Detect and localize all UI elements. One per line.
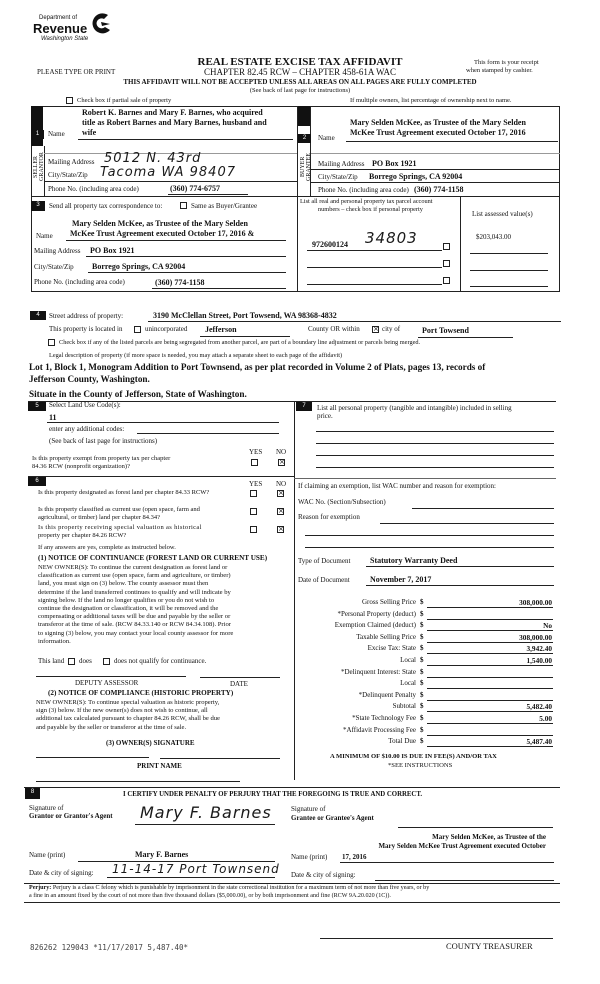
amount-label: Total Due (388, 737, 416, 746)
personal-property-checkbox[interactable] (443, 243, 450, 250)
amount-label: Local (400, 679, 416, 688)
forest-land-question: Is this property designated as forest land per chapter 84.33 RCW? (38, 489, 210, 496)
city-field[interactable]: Port Towsend (422, 326, 469, 335)
street-address-label: Street address of property: (49, 312, 124, 320)
notice-compliance-text (36, 699, 220, 732)
historical-question: Is this property receiving special valuation as historical (38, 524, 202, 531)
current-use-yes-checkbox[interactable] (250, 508, 257, 515)
reason-label: Reason for exemption (298, 513, 360, 521)
partial-sale-checkbox[interactable] (66, 97, 73, 104)
current-use-no-checkbox[interactable]: × (278, 507, 284, 515)
seller-name-line: Robert K. Barnes and Mary F. Barnes, who acquired (82, 108, 263, 117)
section-2-number: 2 (298, 134, 311, 143)
personal-property-label: List all personal property (tangible and intangible) included in selling (317, 404, 512, 412)
notice-continuance-title: (1) NOTICE OF CONTINUANCE (FOREST LAND OR CURRENT USE) (38, 554, 268, 562)
dollar-sign: $ (420, 644, 424, 653)
grantor-name-print-label: Name (print) (29, 851, 66, 859)
personal-property-label-2: price. (317, 412, 333, 420)
exempt-question: Is this property exempt from property tax per chapter (32, 455, 171, 462)
dollar-sign: $ (420, 714, 424, 722)
amount-label: *Delinquent Penalty (358, 690, 416, 699)
corr-city-label: City/State/Zip (34, 263, 74, 271)
notice-line: sign (3) below. If the new owner(s) does not wish to continue, all (36, 707, 208, 715)
located-label: This property is located in (49, 325, 123, 333)
qualifies-checkbox[interactable] (68, 658, 75, 665)
buyer-mailing-field[interactable]: PO Box 1921 (372, 159, 417, 168)
notice-line: additional tax calculated pursuant to chapter 84.26 RCW, shall be due (36, 715, 220, 723)
amount-label: *Personal Property (deduct) (337, 609, 416, 618)
please-type: PLEASE TYPE OR PRINT (37, 68, 116, 76)
section-5-number: 5 (28, 402, 46, 411)
doc-type-label: Type of Document (298, 557, 351, 565)
legal-description-line[interactable]: Lot 1, Block 1, Monogram Addition to Port Townsend, as per plat recorded in Volume 2 of Plats, pages 13, records of (29, 362, 486, 372)
receipt-note-2: when stamped by cashier. (466, 67, 533, 74)
street-address-field[interactable]: 3190 McClellan Street, Port Towsend, WA 98368-4832 (153, 311, 337, 320)
grantor-name-field[interactable]: Mary F. Barnes (135, 850, 189, 859)
grantee-agent-label: Grantee or Grantee's Agent (291, 814, 374, 822)
dollar-sign: $ (420, 598, 424, 606)
land-use-label: Select Land Use Code(s): (49, 401, 121, 409)
print-name-label: PRINT NAME (137, 762, 182, 770)
does-label: does (79, 657, 92, 665)
section-7-number: 7 (296, 402, 312, 411)
exemption-label: If claiming an exemption, list WAC number and reason for exemption: (298, 482, 496, 490)
seller-mailing-field[interactable]: 5012 N. 43rd (104, 151, 202, 166)
if-yes-note: If any answers are yes, complete as instructed below. (38, 544, 176, 551)
notice-line: land, you must sign on (3) below. The county assessor must then (38, 580, 209, 588)
grantee-name-line: Mary Selden McKee, as Trustee of the (432, 833, 546, 841)
dor-logo (33, 12, 118, 52)
amount-label: Gross Selling Price (361, 598, 416, 606)
amount-label: Subtotal (392, 702, 416, 711)
city-of-label: city of (382, 325, 401, 333)
wac-label: WAC No. (Section/Subsection) (298, 498, 386, 506)
buyer-name-line: Mary Selden McKee, as Trustee of the Mary Selden (350, 118, 526, 127)
segregated-checkbox[interactable] (48, 339, 55, 346)
amount-field[interactable]: No (543, 621, 552, 631)
see-instructions: *SEE INSTRUCTIONS (388, 762, 453, 769)
notice-line: information. (38, 637, 71, 645)
notice-line: continue the designation or classification, it will be removed and the (38, 605, 219, 613)
dollar-sign: $ (420, 679, 424, 688)
notice-line: NEW OWNER(S): To continue the current designation as forest land or (38, 564, 228, 571)
buyer-name[interactable] (350, 118, 526, 138)
unincorporated-label: unincorporated (145, 325, 188, 333)
seller-phone-field[interactable]: (360) 774-6757 (170, 184, 220, 193)
county-or-label: County OR within (308, 325, 360, 333)
section-8-number: 8 (25, 788, 40, 799)
amount-field[interactable]: 3,942.40 (526, 644, 552, 654)
section-6-number: 6 (28, 477, 46, 486)
owner-signature-label: (3) OWNER(S) SIGNATURE (106, 739, 195, 747)
yes-header: YES (249, 480, 263, 488)
corr-mailing-field[interactable]: PO Box 1921 (90, 246, 135, 255)
parcel-number-field[interactable]: 972600124 (312, 240, 348, 249)
dollar-sign: $ (420, 656, 424, 664)
seller-name-label: Name (48, 130, 65, 138)
buyer-phone-field[interactable]: (360) 774-1158 (414, 185, 464, 194)
grantor-sig-label: Signature of (29, 804, 64, 812)
amount-field[interactable]: 5.00 (539, 714, 552, 723)
parcel-handwritten-note: 34803 (365, 229, 418, 247)
logo-swirl-icon (88, 12, 114, 36)
forest-yes-checkbox[interactable] (250, 490, 257, 497)
treasurer-stamp: 826262 129043 *11/17/2017 5,487.40* (30, 943, 189, 952)
corr-mailing-label: Mailing Address (34, 247, 81, 255)
seller-phone-label: Phone No. (including area code) (48, 185, 139, 193)
historical-question-2: property per chapter 84.26 RCW? (38, 532, 127, 539)
personal-property-checkbox[interactable] (443, 277, 450, 284)
dollar-sign: $ (420, 725, 424, 734)
grantee-sig-label: Signature of (291, 805, 326, 813)
legal-description-line[interactable]: Jefferson County, Washington. (29, 374, 150, 384)
certify-statement: I CERTIFY UNDER PENALTY OF PERJURY THAT THE FOREGOING IS TRUE AND CORRECT. (123, 791, 423, 798)
dollar-sign: $ (420, 609, 424, 618)
amount-label: Exemption Claimed (deduct) (334, 621, 416, 630)
land-use-see-back: (See back of last page for instructions) (49, 437, 158, 445)
corr-phone-label: Phone No. (including area code) (34, 278, 125, 286)
exempt-question-2: 84.36 RCW (nonprofit organization)? (32, 463, 130, 470)
dollar-sign: $ (420, 667, 424, 676)
notice-compliance-title: (2) NOTICE OF COMPLIANCE (HISTORIC PROPERTY) (48, 689, 234, 697)
grantee-name-line: Mary Selden McKee Trust Agreement executed October (378, 842, 546, 850)
section-3-number: 3 (31, 201, 45, 211)
same-as-buyer-checkbox[interactable] (180, 202, 187, 209)
buyer-city-label: City/State/Zip (318, 173, 358, 181)
amount-label: Local (400, 656, 416, 664)
legal-description-label: Legal description of property (if more space is needed, you may attach a separate sheet to each page of the affidavit) (49, 352, 343, 359)
notice-line: determine if the land transferred continues to qualify and will indicate by (38, 588, 231, 596)
amount-field[interactable]: 5,482.40 (526, 702, 552, 712)
chapter-line: CHAPTER 82.45 RCW – CHAPTER 458-61A WAC (204, 67, 396, 77)
buyer-grantee-label: BUYER GRANTEE (300, 153, 312, 181)
partial-sale-label: Check box if partial sale of property (77, 97, 172, 104)
perjury-label: Perjury: (29, 885, 52, 891)
additional-codes-label: enter any additional codes: (49, 425, 125, 433)
deputy-assessor-label: DEPUTY ASSESSOR (75, 679, 139, 687)
amount-field[interactable]: 308,000.00 (519, 598, 552, 607)
seller-city-field[interactable]: Tacoma WA 98407 (100, 165, 236, 180)
notice-line: NEW OWNER(S): To continue special valuation as historic property, (36, 699, 220, 706)
grantee-name-print-label: Name (print) (291, 853, 328, 861)
corr-city-field[interactable]: Borrego Springs, CA 92004 (92, 262, 186, 271)
forest-no-checkbox[interactable]: × (278, 489, 284, 497)
within-city-checkbox[interactable]: × (373, 325, 379, 333)
multiple-owners-note: If multiple owners, list percentage of ownership next to name. (350, 97, 512, 104)
grantor-date-city-field[interactable]: 11-14-17 Port Townsend (112, 862, 280, 876)
grantor-date-city-label: Date & city of signing: (29, 869, 94, 877)
no-header: NO (276, 448, 287, 456)
historical-no-checkbox[interactable]: × (278, 525, 284, 533)
dollar-sign: $ (420, 690, 424, 699)
amount-field[interactable]: 5,487.40 (526, 737, 552, 747)
buyer-mailing-label: Mailing Address (318, 160, 365, 168)
seller-name[interactable] (82, 108, 267, 138)
county-treasurer-label: COUNTY TREASURER (446, 941, 533, 951)
notice-continuance-text (38, 564, 233, 646)
no-header: NO (276, 480, 287, 488)
date-label: DATE (230, 680, 248, 688)
notice-line: signing below. If the land no longer qualifies or you do not wish to (38, 596, 215, 604)
assessed-header: List assessed value(s) (472, 210, 533, 218)
county-field[interactable]: Jefferson (205, 325, 237, 334)
form-title: REAL ESTATE EXCISE TAX AFFIDAVIT (197, 56, 403, 68)
exempt-no-checkbox[interactable]: × (279, 458, 285, 466)
notice-line: and payable by the seller or transferor at the time of sale. (36, 723, 187, 731)
dollar-sign: $ (420, 621, 424, 630)
situate-line: Situate in the County of Jefferson, State of Washington. (29, 389, 247, 399)
dollar-sign: $ (420, 632, 424, 641)
grantee-name-field[interactable] (346, 833, 546, 851)
section-4-number: 4 (30, 311, 46, 320)
segregated-label: Check box if any of the listed parcels are being segregated from another parcel, are part of a boundary line adjustment or parcels being merged. (59, 339, 421, 346)
corr-name[interactable] (70, 219, 254, 239)
grantor-agent-label: Grantor or Grantor's Agent (29, 812, 113, 820)
grantor-signature[interactable]: Mary F. Barnes (140, 803, 272, 822)
minimum-notice: A MINIMUM OF $10.00 IS DUE IN FEE(S) AND/OR TAX (330, 753, 497, 760)
personal-property-checkbox[interactable] (443, 260, 450, 267)
buyer-phone-label: Phone No. (including area code) (318, 186, 409, 194)
buyer-name-label: Name (318, 134, 335, 142)
buyer-city-field[interactable]: Borrego Springs, CA 92004 (369, 172, 463, 181)
perjury-text-2: a fine in an amount fixed by the court of not more than five thousand dollars ($5,000.00), or by both imprisonment and fine (RCW 9A.20.020 (1C)). (29, 893, 391, 899)
seller-city-label: City/State/Zip (48, 171, 88, 179)
exempt-yes-checkbox[interactable] (251, 459, 258, 466)
unincorporated-checkbox[interactable] (134, 326, 141, 333)
perjury-text: Perjury is a class C felony which is punishable by imprisonment in the state correctional institution for a maximum term of not more than five years, or by (52, 885, 430, 891)
parcels-header-2: numbers – check box if personal property (318, 206, 423, 213)
yes-header: YES (249, 448, 263, 456)
current-use-question-2: agricultural, or timber) land per chapter 84.34? (38, 514, 161, 521)
warning: THIS AFFIDAVIT WILL NOT BE ACCEPTED UNLESS ALL AREAS ON ALL PAGES ARE FULLY COMPLETED (123, 78, 477, 86)
notice-line: to signing (3) below, you may contact your local county assessor for more (38, 629, 234, 637)
logo-line3: Washington State (41, 36, 89, 42)
this-land-label: This land (38, 657, 65, 665)
seller-grantor-label: SELLER GRANTOR (33, 152, 45, 182)
seller-name-line: title as Robert Barnes and Mary Barnes, husband and (82, 118, 267, 127)
amount-label: *Affidavit Processing Fee (343, 725, 416, 734)
amount-label: *State Technology Fee (352, 714, 416, 722)
doc-type-field[interactable]: Statutory Warranty Deed (370, 556, 458, 565)
section-1-number: 1 (31, 130, 44, 139)
correspondence-label: Send all property tax correspondence to: (49, 202, 163, 210)
amount-label: *Delinquent Interest: State (340, 667, 416, 676)
amount-label: Excise Tax: State (367, 644, 416, 653)
receipt-note: This form is your receipt (474, 59, 539, 66)
grantee-name-line: 17, 2016 (342, 853, 367, 861)
corr-name-line: McKee Trust Agreement executed October 17, 2016 & (70, 229, 255, 238)
not-qualify-checkbox[interactable] (103, 658, 110, 665)
notice-line: classification as current use (open space, farm and agriculture, or timber) (38, 572, 231, 580)
notice-line: compensating or additional taxes will be due and payable by the seller or (38, 613, 231, 621)
doc-date-field[interactable]: November 7, 2017 (370, 575, 432, 584)
assessed-value-field[interactable]: $203,043.00 (476, 233, 511, 241)
dollar-sign: $ (420, 737, 424, 746)
corr-phone-field[interactable]: (360) 774-1158 (155, 278, 205, 287)
seller-name-line: wife (82, 128, 97, 137)
parcels-header: List all real and personal property tax parcel account (300, 198, 433, 205)
amount-field[interactable]: 308,000.00 (519, 632, 552, 642)
doc-date-label: Date of Document (298, 576, 350, 584)
dollar-sign: $ (420, 702, 424, 711)
seller-mailing-label: Mailing Address (48, 158, 95, 166)
notice-line: transferor at the time of sale. (RCW 84.33.140 or RCW 84.34.108). Prior (38, 621, 231, 629)
does-not-label: does not qualify for continuance. (114, 657, 207, 665)
amount-field[interactable]: 1,540.00 (526, 656, 552, 665)
corr-name-label: Name (36, 232, 53, 240)
buyer-name-line: McKee Trust Agreement executed October 17, 2016 (350, 128, 526, 137)
perjury-notice (29, 884, 429, 900)
current-use-question: Is this property classified as current use (open space, farm and (38, 506, 200, 513)
logo-line2: Revenue (33, 21, 88, 36)
amount-label: Taxable Selling Price (356, 632, 416, 641)
historical-yes-checkbox[interactable] (250, 526, 257, 533)
corr-name-line: Mary Selden McKee, as Trustee of the Mary Selden (72, 219, 248, 228)
land-use-code-field[interactable]: 11 (49, 413, 57, 422)
same-as-buyer-label: Same as Buyer/Grantee (191, 202, 258, 210)
grantee-date-city-label: Date & city of signing: (291, 871, 356, 879)
logo-line1: Department of (39, 15, 78, 21)
see-back: (See back of last page for instructions) (249, 87, 351, 94)
